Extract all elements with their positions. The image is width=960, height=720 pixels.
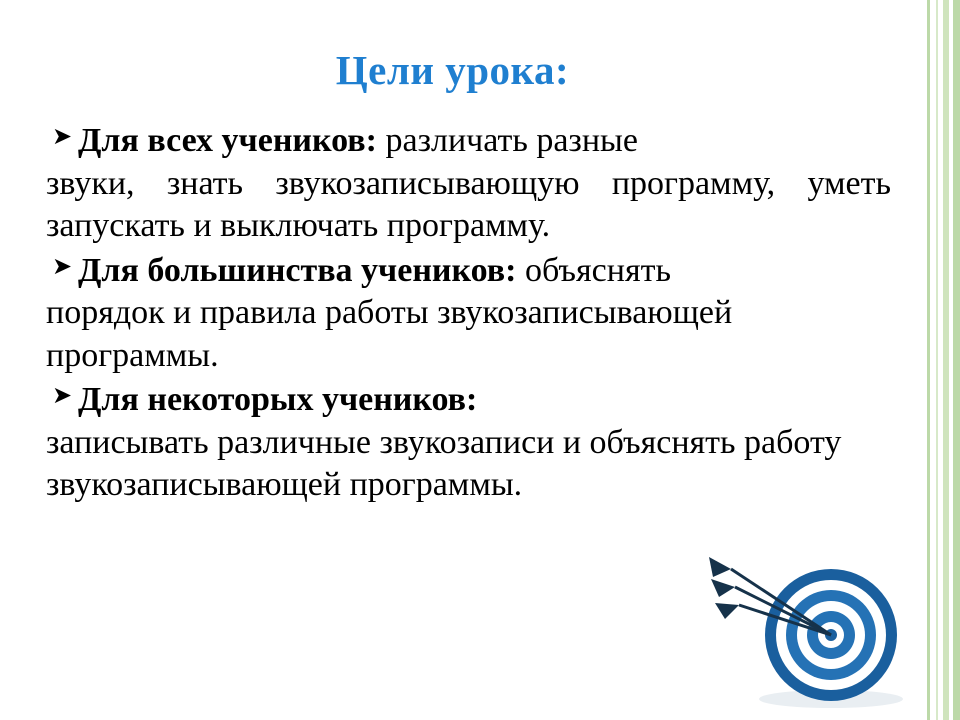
arrow-bullet-icon: ➤: [52, 124, 73, 150]
dartboard-icon: [691, 507, 916, 712]
goal-lead-bold-3: Для некоторых учеников:: [78, 381, 478, 418]
goal-lead-rest-2: объяснять: [516, 251, 671, 289]
goal-lead-bold-2: Для большинства учеников:: [78, 251, 517, 289]
goal-lead-rest-1: различать разные: [376, 122, 638, 159]
slide-body: [46, 120, 891, 509]
goal-block-2: [46, 250, 891, 378]
arrow-bullet-icon: ➤: [52, 383, 73, 409]
goal-block-3: [46, 379, 891, 507]
goal-block-1: [46, 120, 891, 248]
stripe-4: [953, 0, 960, 720]
decorative-stripes: [918, 0, 960, 720]
slide-title: Цели урока:: [335, 47, 570, 93]
goal-lead-1: [46, 120, 891, 163]
goal-lead-bold-1: Для всех учеников:: [78, 122, 377, 159]
goal-text-1: звуки, знать звукозаписывающую программу, уметь запускать и выключать программу.: [46, 164, 891, 244]
stripe-2: [936, 0, 938, 720]
goal-text-2: порядок и правила работы звукозаписывающей программы.: [46, 294, 733, 374]
goal-lead-3: [46, 379, 891, 422]
stripe-1: [927, 0, 930, 720]
goal-lead-2: [46, 250, 891, 293]
goal-text-3: записывать различные звукозаписи и объяснять работу звукозаписывающей программы.: [46, 423, 842, 503]
stripe-3: [943, 0, 949, 720]
arrow-bullet-icon: ➤: [52, 253, 73, 280]
